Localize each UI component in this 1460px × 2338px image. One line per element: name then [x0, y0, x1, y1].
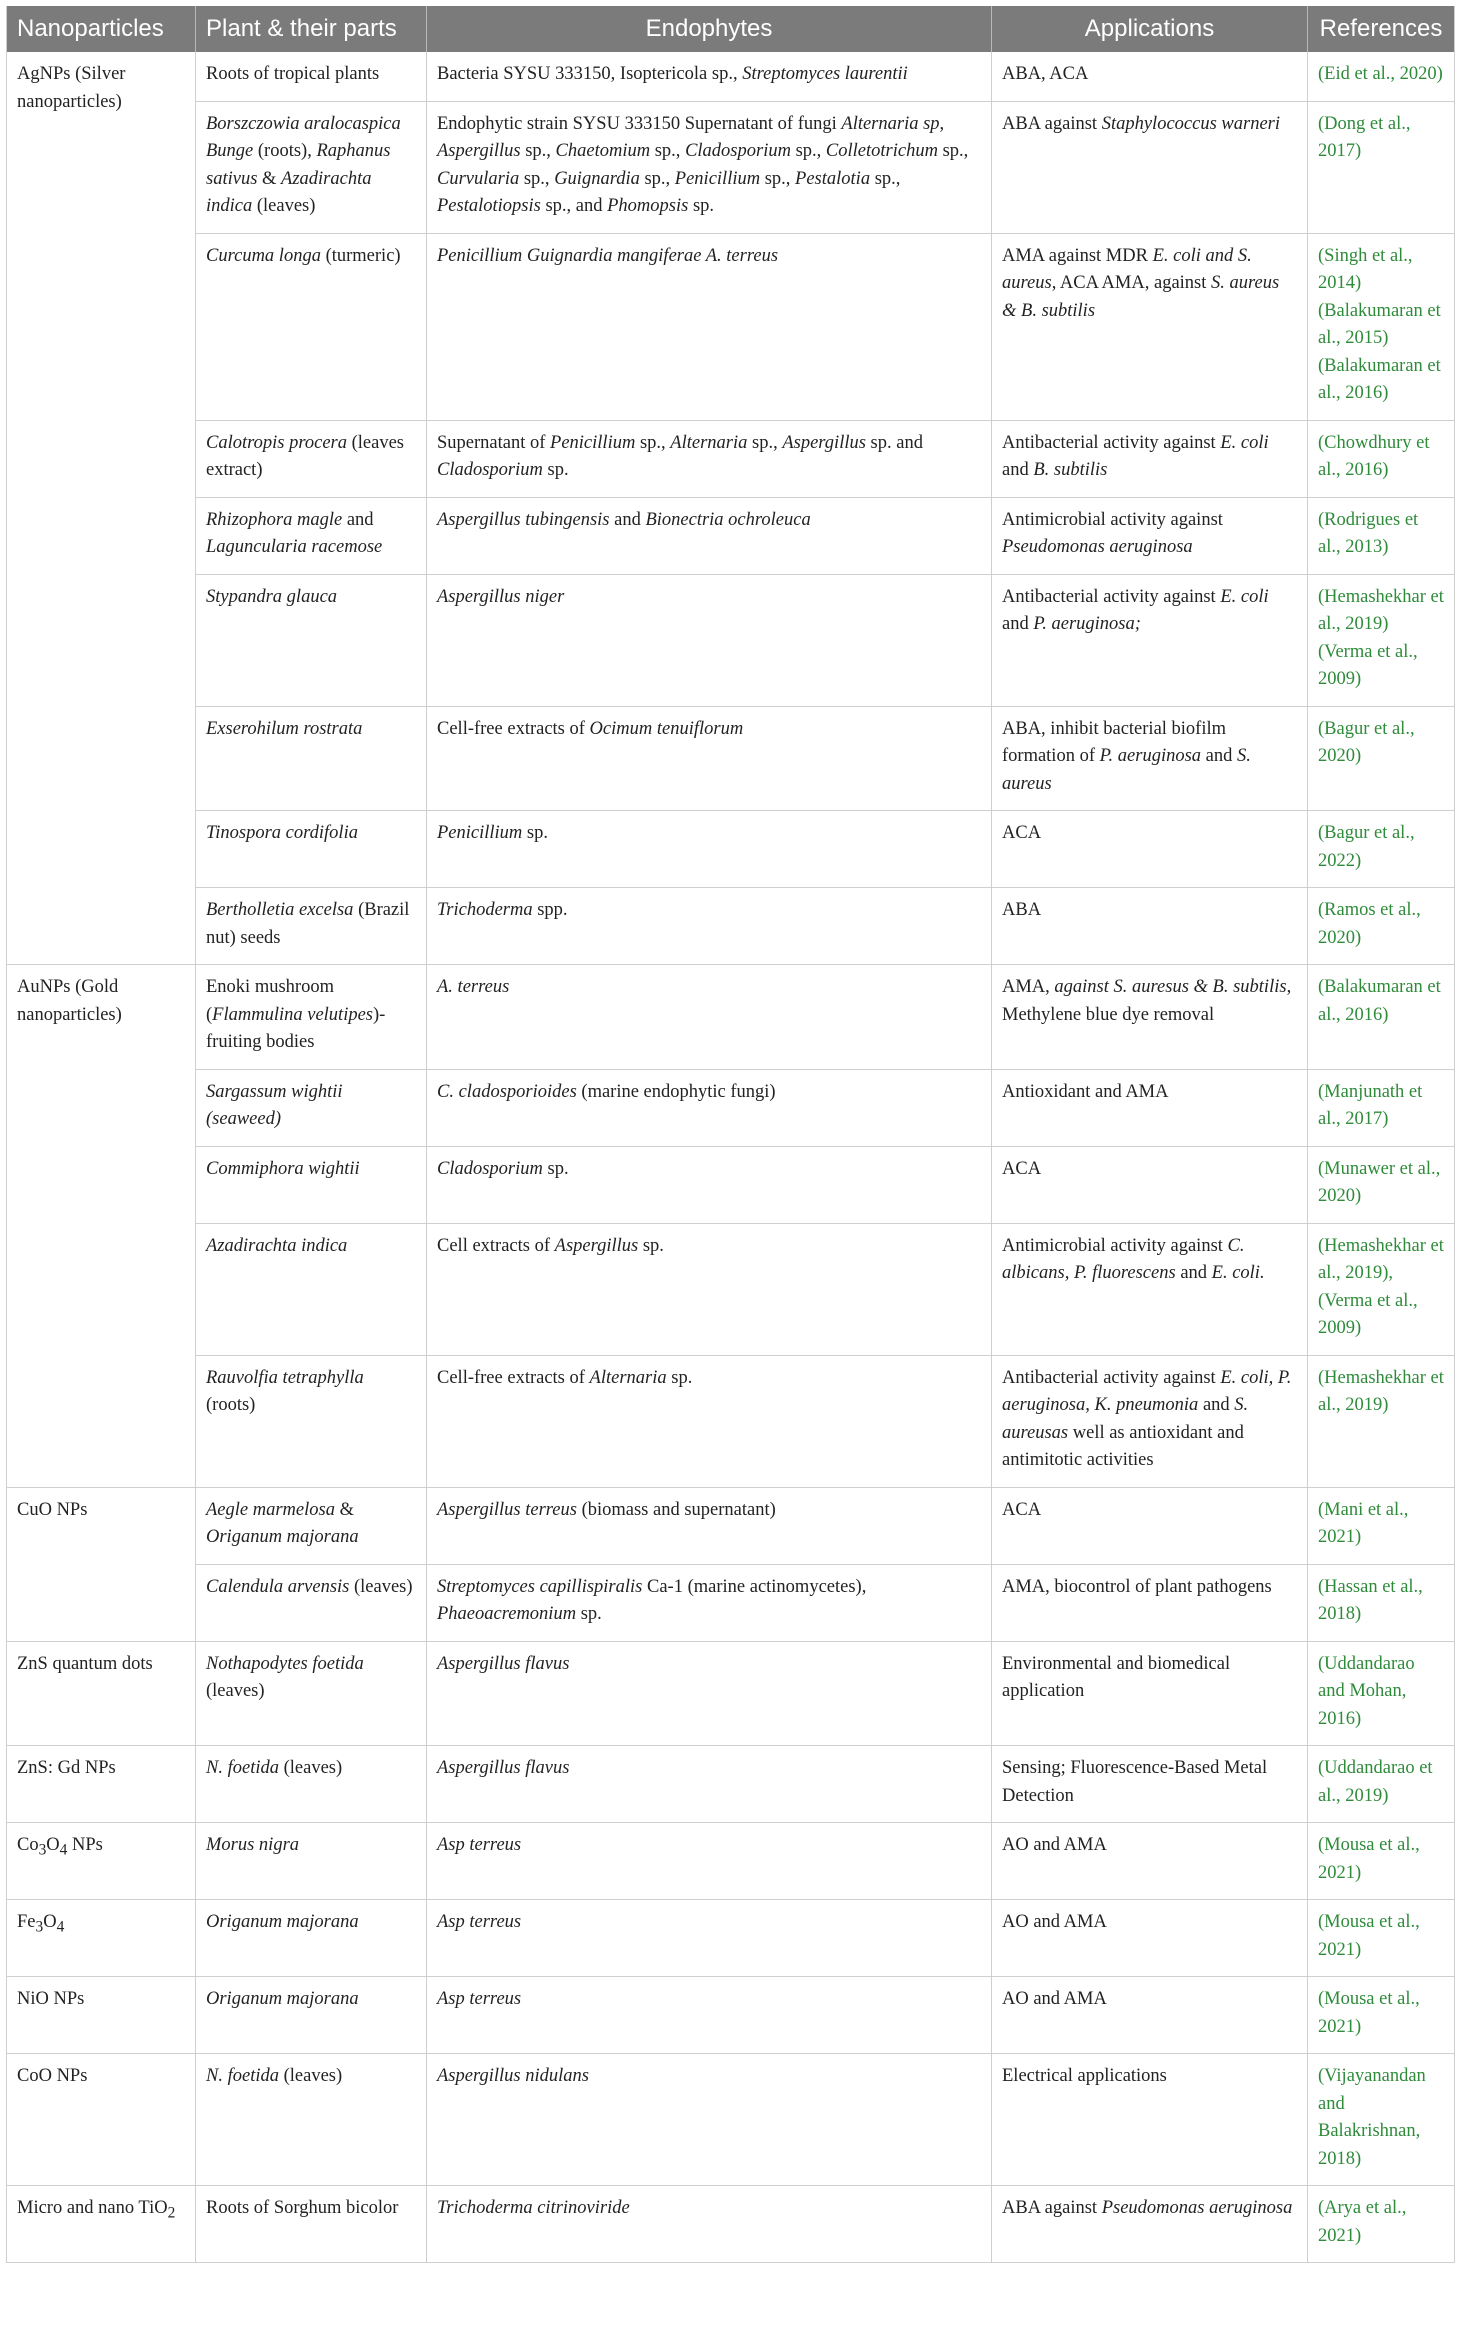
table-row — [7, 965, 1455, 1070]
table-row — [7, 811, 1455, 888]
cell-endophytes: Penicillium sp. — [427, 811, 992, 888]
cell-applications: AMA, biocontrol of plant pathogens — [992, 1564, 1308, 1641]
table-row — [7, 1900, 1455, 1977]
cell-applications: Antimicrobial activity against Pseudomonas aeruginosa — [992, 497, 1308, 574]
cell-plant: Calendula arvensis (leaves) — [196, 1564, 427, 1641]
header-plant-parts: Plant & their parts — [196, 6, 427, 52]
cell-plant: Origanum majorana — [196, 1900, 427, 1977]
cell-applications: Sensing; Fluorescence-Based Metal Detection — [992, 1746, 1308, 1823]
table-row — [7, 1146, 1455, 1223]
cell-references — [1308, 888, 1455, 965]
cell-references — [1308, 811, 1455, 888]
table-row — [7, 1564, 1455, 1641]
cell-plant: Tinospora cordifolia — [196, 811, 427, 888]
cell-applications: ABA, inhibit bacterial biofilm formation of P. aeruginosa and S. aureus — [992, 706, 1308, 811]
table-row — [7, 2186, 1455, 2263]
reference-link[interactable]: (Hemashekhar et al., 2019) — [1318, 586, 1444, 634]
table-row — [7, 233, 1455, 420]
table-row — [7, 1355, 1455, 1487]
reference-link[interactable]: (Uddandarao et al., 2019) — [1318, 1758, 1433, 1806]
table-row — [7, 706, 1455, 811]
table-row — [7, 101, 1455, 233]
cell-applications: AMA, against S. auresus & B. subtilis, Methylene blue dye removal — [992, 965, 1308, 1070]
cell-plant: N. foetida (leaves) — [196, 1746, 427, 1823]
reference-link[interactable]: (Vijayanandan and Balakrishnan, 2018) — [1318, 2066, 1426, 2169]
cell-nanoparticle: $Fe_3O_4$ — [7, 1900, 196, 1977]
header-nanoparticles: Nanoparticles — [7, 6, 196, 52]
cell-endophytes: Trichoderma spp. — [427, 888, 992, 965]
table-row — [7, 1069, 1455, 1146]
reference-link[interactable]: (Manjunath et al., 2017) — [1318, 1081, 1423, 1129]
cell-endophytes: Cell-free extracts of Ocimum tenuiflorum — [427, 706, 992, 811]
cell-plant: Enoki mushroom (Flammulina velutipes)-fruiting bodies — [196, 965, 427, 1070]
reference-link[interactable]: (Mousa et al., 2021) — [1318, 1989, 1420, 2037]
reference-link[interactable]: (Ramos et al., 2020) — [1318, 900, 1421, 948]
cell-applications: ACA — [992, 811, 1308, 888]
table-row — [7, 1823, 1455, 1900]
cell-references — [1308, 1564, 1455, 1641]
cell-nanoparticle: NiO NPs — [7, 1977, 196, 2054]
cell-plant: Aegle marmelosa & Origanum majorana — [196, 1487, 427, 1564]
cell-applications: AO and AMA — [992, 1823, 1308, 1900]
reference-link[interactable]: (Chowdhury et al., 2016) — [1318, 432, 1430, 480]
cell-plant: Rauvolfia tetraphylla (roots) — [196, 1355, 427, 1487]
cell-endophytes: Asp terreus — [427, 1823, 992, 1900]
cell-plant: Bertholletia excelsa (Brazil nut) seeds — [196, 888, 427, 965]
table-row — [7, 497, 1455, 574]
cell-nanoparticle: AuNPs (Gold nanoparticles) — [7, 965, 196, 1488]
cell-applications: Antimicrobial activity against C. albicans, P. fluorescens and E. coli. — [992, 1223, 1308, 1355]
cell-endophytes: Bacteria SYSU 333150, Isoptericola sp., Streptomyces laurentii — [427, 52, 992, 101]
reference-link[interactable]: (Mousa et al., 2021) — [1318, 1912, 1420, 1960]
cell-nanoparticle: ZnS: Gd NPs — [7, 1746, 196, 1823]
reference-link[interactable]: (Singh et al., 2014) — [1318, 245, 1413, 293]
reference-link[interactable]: (Bagur et al., 2020) — [1318, 718, 1415, 766]
cell-endophytes: C. cladosporioides (marine endophytic fungi) — [427, 1069, 992, 1146]
cell-endophytes: Aspergillus tubingensis and Bionectria ochroleuca — [427, 497, 992, 574]
table-row — [7, 420, 1455, 497]
table-row — [7, 1641, 1455, 1746]
cell-endophytes: Aspergillus niger — [427, 574, 992, 706]
cell-applications: AMA against MDR E. coli and S. aureus, ACA AMA, against S. aureus & B. subtilis — [992, 233, 1308, 420]
table-container — [6, 6, 1454, 2263]
reference-link[interactable]: (Dong et al., 2017) — [1318, 113, 1411, 161]
cell-endophytes: Streptomyces capillispiralis Ca-1 (marine actinomycetes), Phaeoacremonium sp. — [427, 1564, 992, 1641]
cell-plant: Morus nigra — [196, 1823, 427, 1900]
cell-references — [1308, 574, 1455, 706]
reference-link[interactable]: (Verma et al., 2009) — [1318, 1290, 1418, 1338]
cell-references — [1308, 1641, 1455, 1746]
cell-plant: Rhizophora magle and Laguncularia racemose — [196, 497, 427, 574]
cell-references — [1308, 1355, 1455, 1487]
table-row — [7, 1746, 1455, 1823]
cell-nanoparticle: $Co_3O_4$ NPs — [7, 1823, 196, 1900]
cell-applications: Environmental and biomedical application — [992, 1641, 1308, 1746]
cell-references — [1308, 1823, 1455, 1900]
cell-applications: Antibacterial activity against E. coli, P. aeruginosa, K. pneumonia and S. aureusas well as antioxidant and antimitotic activities — [992, 1355, 1308, 1487]
cell-endophytes: Aspergillus flavus — [427, 1641, 992, 1746]
cell-references — [1308, 2186, 1455, 2263]
table-row — [7, 1487, 1455, 1564]
reference-link[interactable]: (Munawer et al., 2020) — [1318, 1158, 1441, 1206]
cell-endophytes: Asp terreus — [427, 1900, 992, 1977]
cell-endophytes: Aspergillus terreus (biomass and supernatant) — [427, 1487, 992, 1564]
cell-plant: Azadirachta indica — [196, 1223, 427, 1355]
cell-nanoparticle: ZnS quantum dots — [7, 1641, 196, 1746]
cell-applications: ABA — [992, 888, 1308, 965]
cell-endophytes: Penicillium Guignardia mangiferae A. terreus — [427, 233, 992, 420]
reference-link[interactable]: (Hemashekhar et al., 2019) — [1318, 1367, 1444, 1415]
table-row — [7, 888, 1455, 965]
cell-plant: Roots of Sorghum bicolor — [196, 2186, 427, 2263]
cell-applications: ACA — [992, 1146, 1308, 1223]
reference-link[interactable]: (Verma et al., 2009) — [1318, 641, 1418, 689]
cell-references — [1308, 1487, 1455, 1564]
table-row — [7, 2054, 1455, 2186]
cell-applications: AO and AMA — [992, 1900, 1308, 1977]
cell-plant: Sargassum wightii (seaweed) — [196, 1069, 427, 1146]
table-row — [7, 574, 1455, 706]
table-row — [7, 1223, 1455, 1355]
cell-plant: Nothapodytes foetida (leaves) — [196, 1641, 427, 1746]
cell-endophytes: A. terreus — [427, 965, 992, 1070]
cell-references — [1308, 497, 1455, 574]
cell-references — [1308, 1146, 1455, 1223]
reference-link[interactable]: (Hemashekhar et al., 2019), — [1318, 1235, 1444, 1283]
cell-applications: ACA — [992, 1487, 1308, 1564]
cell-plant: Borszczowia aralocaspica Bunge (roots), Raphanus sativus & Azadirachta indica (leaves) — [196, 101, 427, 233]
cell-references — [1308, 1900, 1455, 1977]
cell-references — [1308, 1977, 1455, 2054]
cell-references — [1308, 1069, 1455, 1146]
cell-applications: Electrical applications — [992, 2054, 1308, 2186]
cell-applications: ABA, ACA — [992, 52, 1308, 101]
cell-references — [1308, 52, 1455, 101]
reference-link[interactable]: (Arya et al., 2021) — [1318, 2198, 1407, 2246]
cell-references — [1308, 1223, 1455, 1355]
cell-applications: AO and AMA — [992, 1977, 1308, 2054]
cell-references — [1308, 420, 1455, 497]
cell-applications: ABA against Pseudomonas aeruginosa — [992, 2186, 1308, 2263]
cell-references — [1308, 101, 1455, 233]
reference-link[interactable]: (Balakumaran et al., 2016) — [1318, 355, 1441, 403]
cell-nanoparticle: AgNPs (Silver nanoparticles) — [7, 52, 196, 965]
cell-endophytes: Trichoderma citrinoviride — [427, 2186, 992, 2263]
cell-references — [1308, 965, 1455, 1070]
reference-link[interactable]: (Uddandarao and Mohan, 2016) — [1318, 1653, 1415, 1729]
cell-applications: Antibacterial activity against E. coli and B. subtilis — [992, 420, 1308, 497]
reference-link[interactable]: (Mani et al., 2021) — [1318, 1499, 1409, 1547]
cell-endophytes: Cell extracts of Aspergillus sp. — [427, 1223, 992, 1355]
header-endophytes: Endophytes — [427, 6, 992, 52]
reference-link[interactable]: (Mousa et al., 2021) — [1318, 1835, 1420, 1883]
cell-plant: Curcuma longa (turmeric) — [196, 233, 427, 420]
table-row — [7, 52, 1455, 101]
reference-link[interactable]: (Balakumaran et al., 2015) — [1318, 300, 1441, 348]
cell-nanoparticle: Micro and nano TiO$_2$ — [7, 2186, 196, 2263]
cell-endophytes: Aspergillus nidulans — [427, 2054, 992, 2186]
cell-references — [1308, 1746, 1455, 1823]
cell-applications: Antioxidant and AMA — [992, 1069, 1308, 1146]
cell-endophytes: Supernatant of Penicillium sp., Alternaria sp., Aspergillus sp. and Cladosporium sp. — [427, 420, 992, 497]
reference-link[interactable]: (Eid et al., 2020) — [1318, 64, 1443, 84]
header-references: References — [1308, 6, 1455, 52]
cell-references — [1308, 706, 1455, 811]
header-row — [7, 6, 1455, 52]
cell-plant: N. foetida (leaves) — [196, 2054, 427, 2186]
cell-plant: Calotropis procera (leaves extract) — [196, 420, 427, 497]
table-body — [7, 52, 1455, 2263]
cell-plant: Exserohilum rostrata — [196, 706, 427, 811]
table-row — [7, 1977, 1455, 2054]
cell-endophytes: Asp terreus — [427, 1977, 992, 2054]
cell-references — [1308, 2054, 1455, 2186]
cell-endophytes: Aspergillus flavus — [427, 1746, 992, 1823]
cell-plant: Origanum majorana — [196, 1977, 427, 2054]
nanoparticle-endophyte-table — [6, 6, 1455, 2263]
reference-link[interactable]: (Bagur et al., 2022) — [1318, 823, 1415, 871]
cell-nanoparticle: CoO NPs — [7, 2054, 196, 2186]
table-header — [7, 6, 1455, 52]
cell-plant: Commiphora wightii — [196, 1146, 427, 1223]
cell-nanoparticle: CuO NPs — [7, 1487, 196, 1641]
reference-link[interactable]: (Balakumaran et al., 2016) — [1318, 977, 1441, 1025]
cell-endophytes: Endophytic strain SYSU 333150 Supernatant of fungi Alternaria sp, Aspergillus sp., Chaetomium sp., Cladosporium sp., Colletotrichum sp., Curvularia sp., Guignardia sp., Penicillium sp., Pestalotia sp., Pestalotiopsis sp., and Phomopsis sp. — [427, 101, 992, 233]
reference-link[interactable]: (Hassan et al., 2018) — [1318, 1576, 1423, 1624]
cell-plant: Stypandra glauca — [196, 574, 427, 706]
cell-applications: ABA against Staphylococcus warneri — [992, 101, 1308, 233]
cell-applications: Antibacterial activity against E. coli and P. aeruginosa; — [992, 574, 1308, 706]
header-applications: Applications — [992, 6, 1308, 52]
cell-plant: Roots of tropical plants — [196, 52, 427, 101]
cell-endophytes: Cladosporium sp. — [427, 1146, 992, 1223]
cell-endophytes: Cell-free extracts of Alternaria sp. — [427, 1355, 992, 1487]
reference-link[interactable]: (Rodrigues et al., 2013) — [1318, 509, 1419, 557]
cell-references — [1308, 233, 1455, 420]
